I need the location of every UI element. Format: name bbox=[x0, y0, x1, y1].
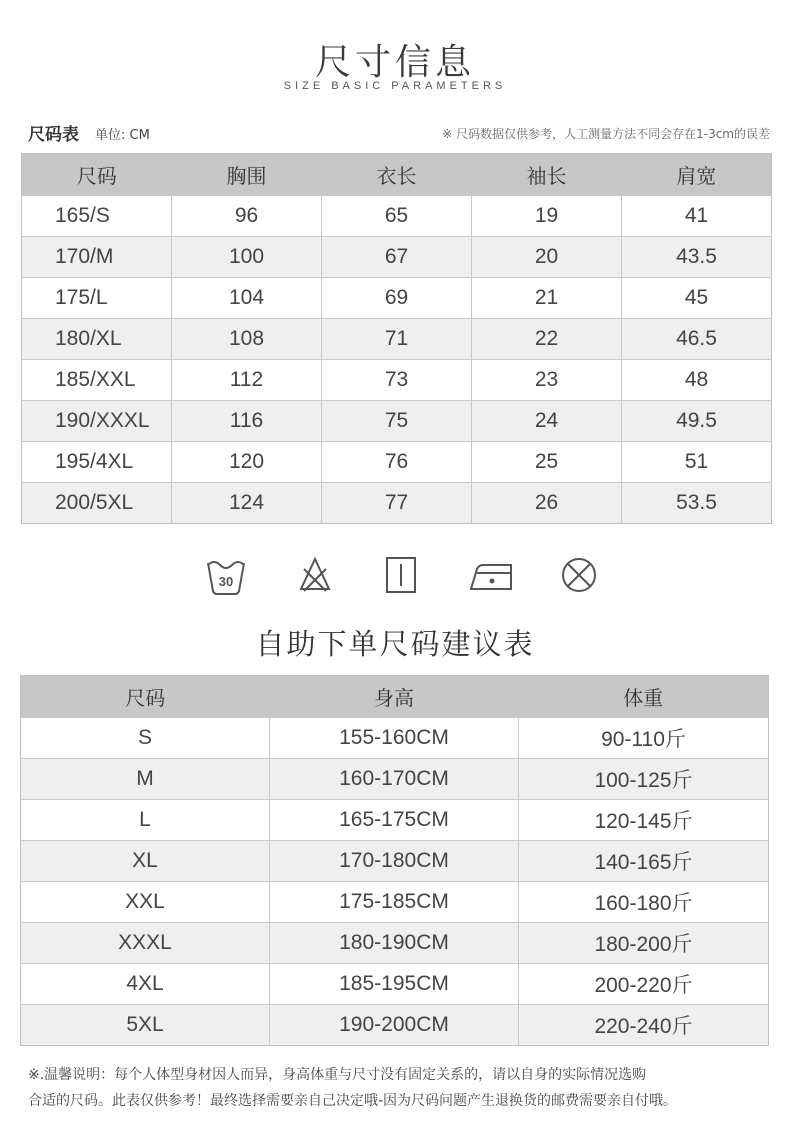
table-row bbox=[22, 360, 772, 401]
no-dry-clean-icon bbox=[559, 553, 599, 601]
column-header: 体重 bbox=[519, 676, 769, 718]
size-chart-table bbox=[21, 153, 772, 524]
care-icons bbox=[0, 553, 790, 597]
footnote-line: ※.温馨说明：每个人体型身材因人而异，身高体重与尺寸没有固定关系的，请以自身的实际情况选购 bbox=[28, 1067, 647, 1083]
size-chart-unit: 单位: CM bbox=[95, 128, 150, 143]
table-row bbox=[21, 718, 769, 759]
table-row bbox=[22, 237, 772, 278]
size-cell: 190/XXXL bbox=[22, 401, 172, 442]
chest-cell: 108 bbox=[172, 319, 322, 360]
size-cell: 200/5XL bbox=[22, 483, 172, 524]
shoulder-cell: 46.5 bbox=[622, 319, 772, 360]
weight-cell: 90-110斤 bbox=[519, 718, 769, 759]
size-cell: 175/L bbox=[22, 278, 172, 319]
size-cell: 4XL bbox=[21, 964, 270, 1005]
weight-cell: 100-125斤 bbox=[519, 759, 769, 800]
footnote-line: 合适的尺码。此表仅供参考！最终选择需要亲自己决定哦-因为尺码问题产生退换货的邮费需要亲自付哦。 bbox=[28, 1093, 678, 1109]
table-row bbox=[22, 278, 772, 319]
hang-dry-icon bbox=[384, 553, 418, 601]
column-header: 袖长 bbox=[472, 154, 622, 196]
column-header: 身高 bbox=[270, 676, 519, 718]
footnote bbox=[28, 1062, 778, 1114]
height-cell: 155-160CM bbox=[270, 718, 519, 759]
column-header: 衣长 bbox=[322, 154, 472, 196]
length-cell: 67 bbox=[322, 237, 472, 278]
table-row bbox=[21, 882, 769, 923]
size-cell: S bbox=[21, 718, 270, 759]
chest-cell: 100 bbox=[172, 237, 322, 278]
sleeve-cell: 19 bbox=[472, 196, 622, 237]
page-title: 尺寸信息 bbox=[314, 42, 475, 83]
size-chart-label: 尺码表 bbox=[28, 125, 79, 145]
size-cell: XXL bbox=[21, 882, 270, 923]
table-row bbox=[22, 483, 772, 524]
sleeve-cell: 24 bbox=[472, 401, 622, 442]
height-cell: 190-200CM bbox=[270, 1005, 519, 1046]
weight-cell: 220-240斤 bbox=[519, 1005, 769, 1046]
chest-cell: 120 bbox=[172, 442, 322, 483]
size-cell: XXXL bbox=[21, 923, 270, 964]
length-cell: 75 bbox=[322, 401, 472, 442]
size-cell: XL bbox=[21, 841, 270, 882]
size-cell: 170/M bbox=[22, 237, 172, 278]
recommend-chart-header-row bbox=[21, 676, 769, 718]
sleeve-cell: 23 bbox=[472, 360, 622, 401]
size-cell: 195/4XL bbox=[22, 442, 172, 483]
chest-cell: 116 bbox=[172, 401, 322, 442]
table-row bbox=[22, 442, 772, 483]
shoulder-cell: 51 bbox=[622, 442, 772, 483]
size-cell: 5XL bbox=[21, 1005, 270, 1046]
weight-cell: 160-180斤 bbox=[519, 882, 769, 923]
table-row bbox=[21, 841, 769, 882]
chest-cell: 96 bbox=[172, 196, 322, 237]
recommend-chart-title: 自助下单尺码建议表 bbox=[255, 627, 535, 661]
height-cell: 170-180CM bbox=[270, 841, 519, 882]
size-cell: 165/S bbox=[22, 196, 172, 237]
length-cell: 71 bbox=[322, 319, 472, 360]
height-cell: 175-185CM bbox=[270, 882, 519, 923]
size-chart-header-row bbox=[22, 154, 772, 196]
sleeve-cell: 21 bbox=[472, 278, 622, 319]
size-chart-note: ※ 尺码数据仅供参考，人工测量方法不同会存在1-3cm的误差 bbox=[442, 127, 770, 141]
length-cell: 77 bbox=[322, 483, 472, 524]
shoulder-cell: 41 bbox=[622, 196, 772, 237]
length-cell: 73 bbox=[322, 360, 472, 401]
table-row bbox=[21, 1005, 769, 1046]
table-row bbox=[22, 196, 772, 237]
table-row bbox=[21, 964, 769, 1005]
height-cell: 180-190CM bbox=[270, 923, 519, 964]
size-cell: L bbox=[21, 800, 270, 841]
weight-cell: 140-165斤 bbox=[519, 841, 769, 882]
size-cell: M bbox=[21, 759, 270, 800]
page-subtitle: SIZE BASIC PARAMETERS bbox=[283, 80, 507, 92]
size-cell: 185/XXL bbox=[22, 360, 172, 401]
length-cell: 76 bbox=[322, 442, 472, 483]
shoulder-cell: 49.5 bbox=[622, 401, 772, 442]
sleeve-cell: 26 bbox=[472, 483, 622, 524]
size-cell: 180/XL bbox=[22, 319, 172, 360]
recommend-chart-table bbox=[20, 675, 769, 1046]
weight-cell: 120-145斤 bbox=[519, 800, 769, 841]
height-cell: 160-170CM bbox=[270, 759, 519, 800]
no-bleach-icon bbox=[298, 553, 332, 601]
column-header: 尺码 bbox=[22, 154, 172, 196]
weight-cell: 200-220斤 bbox=[519, 964, 769, 1005]
table-row bbox=[22, 319, 772, 360]
chest-cell: 124 bbox=[172, 483, 322, 524]
table-row bbox=[21, 923, 769, 964]
height-cell: 185-195CM bbox=[270, 964, 519, 1005]
table-row bbox=[21, 759, 769, 800]
sleeve-cell: 25 bbox=[472, 442, 622, 483]
sleeve-cell: 20 bbox=[472, 237, 622, 278]
length-cell: 65 bbox=[322, 196, 472, 237]
column-header: 尺码 bbox=[21, 676, 270, 718]
sleeve-cell: 22 bbox=[472, 319, 622, 360]
shoulder-cell: 45 bbox=[622, 278, 772, 319]
table-row bbox=[21, 800, 769, 841]
wash-30-icon bbox=[205, 553, 247, 601]
column-header: 肩宽 bbox=[622, 154, 772, 196]
chest-cell: 112 bbox=[172, 360, 322, 401]
shoulder-cell: 43.5 bbox=[622, 237, 772, 278]
low-iron-icon bbox=[467, 553, 515, 601]
table-row bbox=[22, 401, 772, 442]
shoulder-cell: 53.5 bbox=[622, 483, 772, 524]
column-header: 胸围 bbox=[172, 154, 322, 196]
weight-cell: 180-200斤 bbox=[519, 923, 769, 964]
height-cell: 165-175CM bbox=[270, 800, 519, 841]
shoulder-cell: 48 bbox=[622, 360, 772, 401]
wash-temp-label: 30 bbox=[218, 574, 234, 589]
chest-cell: 104 bbox=[172, 278, 322, 319]
length-cell: 69 bbox=[322, 278, 472, 319]
